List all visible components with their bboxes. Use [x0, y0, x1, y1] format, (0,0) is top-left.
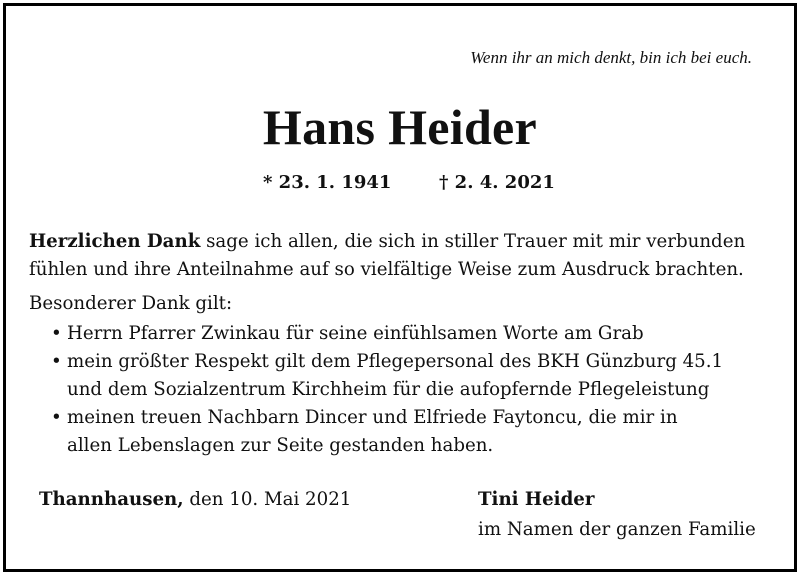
notice-date: den 10. Mai 2021 — [183, 489, 352, 510]
thanks-line-2: fühlen und ihre Anteilnahme auf so vielfältige Weise zum Ausdruck brachten. — [29, 259, 744, 280]
obituary-notice-frame — [3, 3, 797, 572]
place-and-date — [39, 489, 351, 510]
list-item-line: allen Lebenslagen zur Seite gestanden haben. — [67, 435, 494, 456]
death-date: † 2. 4. 2021 — [439, 172, 555, 193]
list-item — [29, 320, 723, 348]
motto-quote: Wenn ihr an mich denkt, bin ich bei euch. — [470, 48, 752, 67]
special-thanks-heading: Besonderer Dank gilt: — [29, 293, 233, 314]
list-item — [29, 404, 723, 460]
birth-date: * 23. 1. 1941 — [263, 172, 392, 193]
thanks-line-1: sage ich allen, die sich in stiller Trauer mit mir verbunden — [200, 231, 746, 252]
thanks-lead: Herzlichen Dank — [29, 231, 201, 252]
special-thanks-list — [29, 320, 723, 460]
deceased-name: Hans Heider — [262, 99, 538, 155]
bullet-icon: • — [51, 323, 62, 344]
thanks-paragraph — [29, 228, 789, 284]
list-item-line: meinen treuen Nachbarn Dincer und Elfriede Faytoncu, die mir in — [67, 407, 678, 428]
list-item-line: Herrn Pfarrer Zwinkau für seine einfühlsamen Worte am Grab — [67, 323, 644, 344]
bullet-icon: • — [51, 351, 62, 372]
signer-note: im Namen der ganzen Familie — [478, 519, 756, 540]
list-item-line: mein größter Respekt gilt dem Pflegepersonal des BKH Günzburg 45.1 — [67, 351, 724, 372]
bullet-icon: • — [51, 407, 62, 428]
list-item — [29, 348, 723, 404]
signer-name: Tini Heider — [478, 489, 595, 510]
place-name: Thannhausen, — [39, 489, 184, 510]
list-item-line: und dem Sozialzentrum Kirchheim für die aufopfernde Pflegeleistung — [67, 379, 710, 400]
